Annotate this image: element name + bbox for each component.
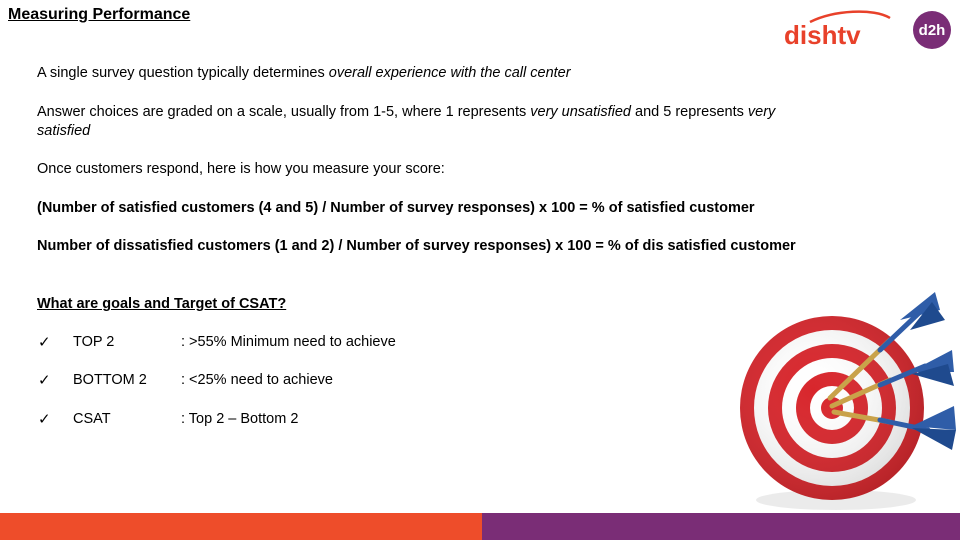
goal-description: : >55% Minimum need to achieve — [181, 334, 396, 350]
footer-bar-left — [0, 513, 482, 540]
goal-label: CSAT — [73, 411, 111, 427]
p2-text-b: and 5 represents — [631, 104, 748, 120]
p1-text: A single survey question typically determines — [37, 65, 329, 81]
goal-row-bottom2 — [37, 371, 637, 391]
paragraph-answer-scale — [37, 103, 817, 141]
p1-emphasis: overall experience with the call center — [328, 65, 571, 81]
dartboard-target-icon — [740, 290, 960, 520]
p2-emphasis-1: very unsatisfied — [530, 104, 631, 120]
goal-description: : <25% need to achieve — [181, 372, 333, 388]
formula-dissatisfied: Number of dissatisfied customers (1 and 2) / Number of survey responses) x 100 = % of dis satisfied customer — [37, 238, 796, 254]
check-icon: ✓ — [38, 334, 51, 351]
goal-row-top2 — [37, 333, 637, 353]
paragraph-survey-question — [37, 64, 817, 83]
d2h-logo — [912, 10, 952, 50]
goal-label: BOTTOM 2 — [73, 372, 147, 388]
formula-satisfied: (Number of satisfied customers (4 and 5) / Number of survey responses) x 100 = % of satisfied customer — [37, 200, 755, 216]
check-icon: ✓ — [38, 372, 51, 389]
dishtv-logo-text: dishtv — [784, 20, 861, 50]
goal-label: TOP 2 — [73, 334, 115, 350]
paragraph-measure-intro: Once customers respond, here is how you measure your score: — [37, 161, 445, 177]
goals-heading: What are goals and Target of CSAT? — [37, 296, 287, 312]
slide-title: Measuring Performance — [8, 6, 191, 23]
goal-row-csat — [37, 410, 637, 430]
check-icon: ✓ — [38, 411, 51, 428]
goal-description: : Top 2 – Bottom 2 — [181, 411, 299, 427]
p2-emphasis-2: very satisfied — [37, 104, 776, 139]
p2-text-a: Answer choices are graded on a scale, usually from 1-5, where 1 represents — [37, 104, 531, 120]
d2h-logo-text: d2h — [918, 22, 946, 39]
footer-bar-right — [482, 513, 960, 540]
dishtv-logo — [782, 8, 894, 52]
